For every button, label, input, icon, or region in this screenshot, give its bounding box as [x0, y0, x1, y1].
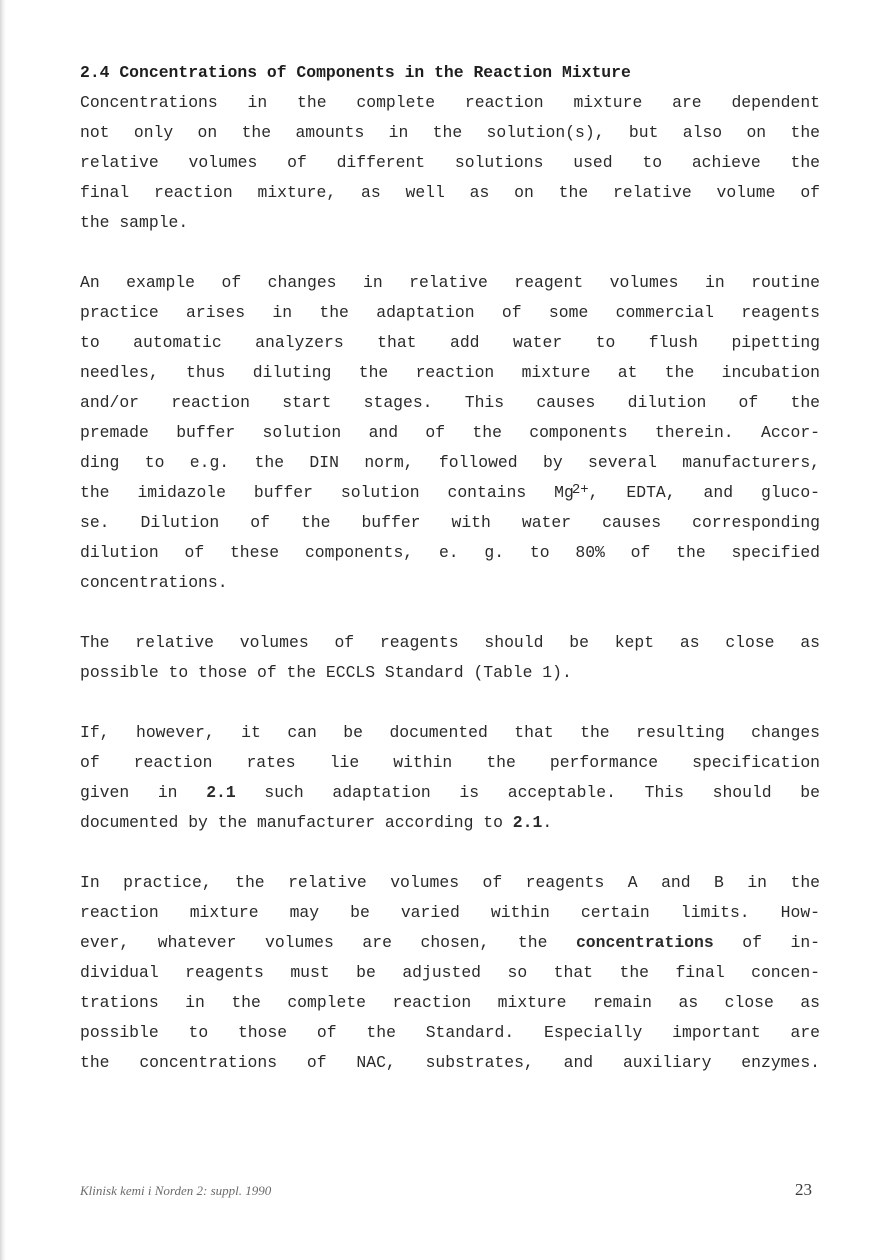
document-page — [80, 58, 820, 1108]
text-segment: such adaptation is acceptable. This should be — [235, 783, 820, 802]
text-line: dilution of these components, e. g. to 80% of the specified — [80, 543, 820, 562]
text-line: dividual reagents must be adjusted so that the final concen- — [80, 963, 820, 982]
text-segment: , EDTA, and gluco- — [588, 483, 820, 502]
paragraph-5 — [80, 868, 820, 1078]
paragraph-4 — [80, 718, 820, 838]
text-segment: documented by the manufacturer according to — [80, 813, 513, 832]
paragraph-3 — [80, 628, 820, 688]
text-line: An example of changes in relative reagent volumes in routine — [80, 273, 820, 292]
text-line: ding to e.g. the DIN norm, followed by several manufacturers, — [80, 453, 820, 472]
text-line: practice arises in the adaptation of some commercial reagents — [80, 303, 820, 322]
text-line: Concentrations in the complete reaction mixture are dependent — [80, 93, 820, 112]
text-line: needles, thus diluting the reaction mixture at the incubation — [80, 363, 820, 382]
page-left-edge-shadow — [0, 0, 6, 1260]
text-line: possible to those of the ECCLS Standard (Table 1). — [80, 663, 572, 682]
section-heading: 2.4 Concentrations of Components in the Reaction Mixture — [80, 63, 631, 82]
text-line — [80, 778, 820, 808]
text-line: trations in the complete reaction mixture remain as close as — [80, 993, 820, 1012]
paragraph-2 — [80, 268, 820, 598]
text-line: and/or reaction start stages. This causes dilution of the — [80, 393, 820, 412]
text-line: possible to those of the Standard. Especially important are — [80, 1023, 820, 1042]
text-line: The relative volumes of reagents should be kept as close as — [80, 633, 820, 652]
section-reference: 2.1 — [512, 813, 543, 832]
text-line: reaction mixture may be varied within certain limits. How- — [80, 903, 820, 922]
page-number: 23 — [795, 1180, 812, 1199]
text-line: premade buffer solution and of the components therein. Accor- — [80, 423, 820, 442]
text-line: concentrations. — [80, 573, 228, 592]
text-line: the concentrations of NAC, substrates, and auxiliary enzymes. — [80, 1053, 820, 1072]
text-line: relative volumes of different solutions used to achieve the — [80, 153, 820, 172]
paragraph-1 — [80, 88, 820, 238]
text-line: se. Dilution of the buffer with water causes corresponding — [80, 513, 820, 532]
text-line: not only on the amounts in the solution(s), but also on the — [80, 123, 820, 142]
text-line — [80, 808, 820, 838]
text-line: the sample. — [80, 213, 189, 232]
text-segment: . — [542, 813, 553, 832]
journal-citation: Klinisk kemi i Norden 2: suppl. 1990 — [80, 1183, 272, 1198]
text-line: If, however, it can be documented that the resulting changes — [80, 723, 820, 742]
text-segment: ever, whatever volumes are chosen, the — [80, 933, 576, 952]
emphasis-concentrations: concentrations — [575, 933, 714, 952]
text-line-magnesium — [80, 478, 820, 508]
text-segment: of in- — [713, 933, 820, 952]
text-line: of reaction rates lie within the performance specification — [80, 753, 820, 772]
text-segment: given in — [80, 783, 207, 802]
text-line — [80, 928, 820, 958]
text-line: final reaction mixture, as well as on the relative volume of — [80, 183, 820, 202]
text-line: In practice, the relative volumes of reagents A and B in the — [80, 873, 820, 892]
page-footer — [80, 1180, 812, 1200]
section-reference: 2.1 — [206, 783, 236, 802]
ion-charge-superscript: 2+ — [571, 482, 589, 498]
text-line: to automatic analyzers that add water to flush pipetting — [80, 333, 820, 352]
text-segment: the imidazole buffer solution contains Mg — [80, 483, 574, 502]
